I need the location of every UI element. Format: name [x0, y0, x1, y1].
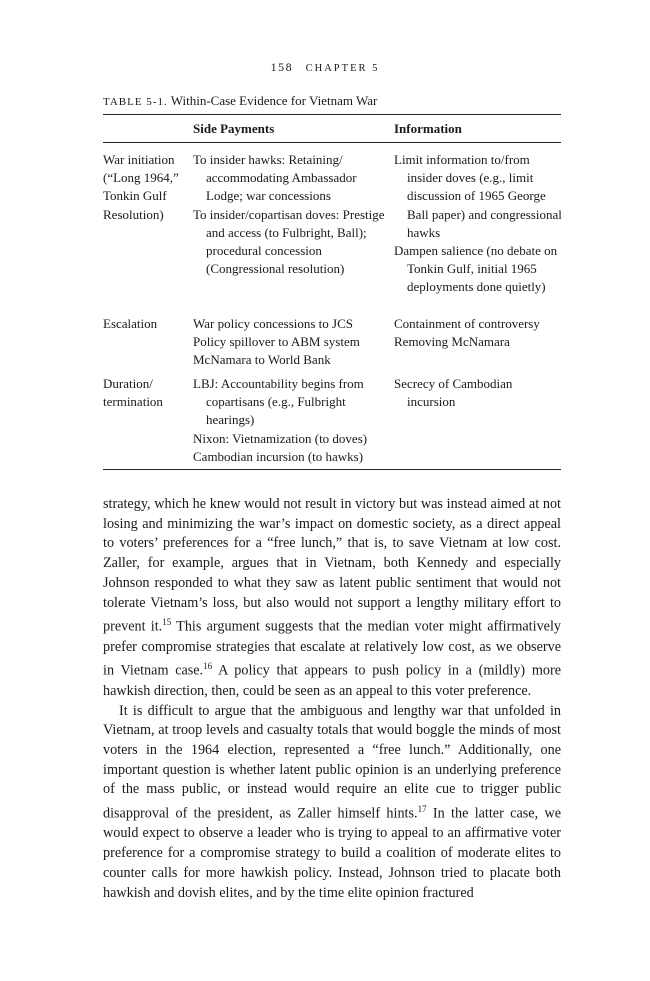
footnote-ref[interactable]: 17: [417, 804, 427, 815]
side-payment-item: LBJ: Accountability begins from copartisans (e.g., Fulbright hearings): [193, 376, 364, 428]
table-caption: [103, 93, 377, 109]
side-payment-item: Nixon: Vietnamization (to doves): [193, 430, 368, 446]
row-label: Duration/ termination: [103, 376, 163, 410]
header-cell-information: Information: [394, 121, 462, 136]
side-payments-cell: [193, 315, 388, 370]
text-run: It is difficult to argue that the ambiguous and lengthy war that unfolded in Vietnam, at troop levels and casualty totals that would boggle the minds of most voters in the 1964 election, represented a “free lunch.” Additionally, one important question is whether latent public opinion is an underlying preference of the mass public, or instead would require an elite cue to trigger public disapproval of the president, as Zaller himself hints.: [103, 702, 561, 822]
table-bottom-rule: [103, 469, 561, 470]
information-cell: [394, 315, 564, 351]
side-payments-cell: [193, 151, 388, 278]
paragraph: [103, 495, 561, 702]
row-label: War initiation (“Long 1964,” Tonkin Gulf Resolution): [103, 152, 179, 222]
text-run: In the latter case, we would expect to observe a leader who is trying to appeal to an affirmative voter preference for a compromise strategy to build a coalition of moderate elites to counter calls for more hawkish policy. Instead, Johnson tried to placate both hawkish and dovish elites, and by the time elite opinion fractured: [103, 805, 561, 901]
table-header: [103, 115, 561, 143]
information-cell: [394, 151, 564, 297]
table-row-escalation: [103, 315, 561, 375]
running-head: [0, 60, 650, 75]
footnote-ref[interactable]: 15: [162, 617, 172, 628]
page-number: 158: [270, 60, 294, 74]
table-row-duration-termination: [103, 375, 561, 471]
side-payment-item: To insider/copartisan doves: Prestige and access (to Fulbright, Ball); procedural concession (Congressional resolution): [193, 206, 385, 277]
chapter-label: CHAPTER 5: [305, 63, 380, 74]
information-cell: [394, 375, 564, 411]
side-payment-item: To insider hawks: Retaining/ accommodating Ambassador Lodge; war concessions: [193, 152, 357, 204]
side-payment-item: War policy concessions to JCS: [193, 316, 353, 331]
evidence-table: [103, 114, 562, 464]
side-payment-item: Cambodian incursion (to hawks): [193, 448, 364, 464]
side-payment-item: McNamara to World Bank: [193, 352, 331, 368]
row-label: Escalation: [103, 316, 158, 331]
footnote-ref[interactable]: 16: [203, 661, 213, 672]
information-item: Containment of controversy: [394, 316, 540, 331]
information-item: Secrecy of Cambodian incursion: [394, 376, 513, 410]
text-run: A policy that appears to push policy in a (mildly) more hawkish direction, then, could be seen as an appeal to this voter preference.: [103, 663, 561, 699]
information-item: Removing McNamara: [394, 334, 510, 350]
paragraph: [103, 702, 561, 904]
text-run: This argument suggests that the median voter might affirmatively prefer compromise strategies that escalate at relatively low cost, as we observe in Vietnam case.: [103, 618, 561, 680]
text-run: strategy, which he knew would not result in victory but was instead aimed at not losing and minimizing the war’s impact on domestic society, as a direct appeal to voters’ preferences for a “free lunch,” that is, to save Vietnam at low cost. Zaller, for example, argues that in Vietnam, both Kennedy and especially Johnson responded to what they saw as latent public sentiment that would not tolerate Vietnam’s loss, but also would not support a lengthy military effort to prevent it.: [103, 496, 561, 635]
side-payment-item: Policy spillover to ABM system: [193, 334, 360, 350]
table-row-war-initiation: [103, 151, 561, 297]
header-cell-side-payments: Side Payments: [193, 121, 275, 136]
table-caption-title: Within-Case Evidence for Vietnam War: [170, 93, 378, 108]
information-item: Dampen salience (no debate on Tonkin Gulf, initial 1965 deployments done quietly): [394, 243, 558, 295]
information-item: Limit information to/from insider doves (e.g., limit discussion of 1965 George Ball paper) and congressional hawks: [394, 152, 562, 240]
side-payments-cell: [193, 375, 388, 466]
body-text: [103, 495, 561, 903]
table-caption-label: TABLE 5-1.: [103, 96, 168, 108]
